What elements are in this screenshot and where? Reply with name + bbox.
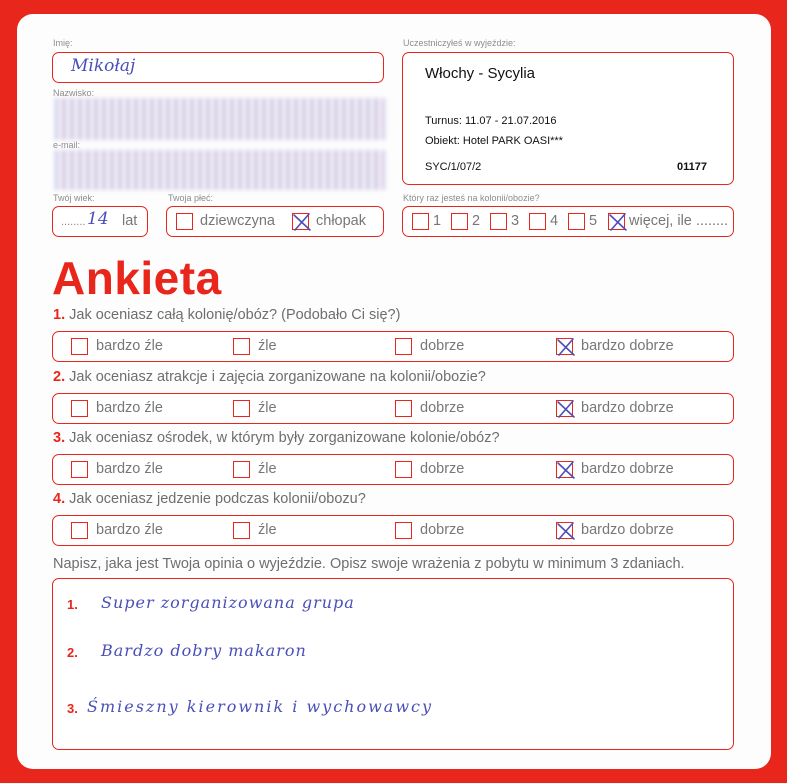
check-mark-icon bbox=[555, 520, 577, 542]
trip-label: Uczestniczyłeś w wyjeździe: bbox=[403, 38, 516, 48]
gender-checkbox-0[interactable] bbox=[176, 213, 193, 230]
times-option-label: więcej, ile ........ bbox=[629, 213, 729, 229]
answer-option-label: bardzo źle bbox=[96, 461, 163, 477]
age-field[interactable] bbox=[52, 206, 148, 237]
name-label: Imię: bbox=[53, 38, 73, 48]
times-option-label: 5 bbox=[589, 213, 598, 229]
answer-checkbox[interactable] bbox=[71, 338, 88, 355]
gender-label: Twoja płeć: bbox=[168, 193, 214, 203]
times-checkbox-3[interactable] bbox=[529, 213, 546, 230]
answer-checkbox[interactable] bbox=[71, 461, 88, 478]
times-option-label: 2 bbox=[472, 213, 481, 229]
age-unit: lat bbox=[122, 213, 138, 229]
times-checkbox-2[interactable] bbox=[490, 213, 507, 230]
answer-checkbox[interactable] bbox=[233, 400, 250, 417]
question-number: 3. bbox=[53, 430, 70, 446]
check-mark-icon bbox=[555, 398, 577, 420]
answer-option-label: dobrze bbox=[420, 338, 465, 354]
answer-checkbox[interactable] bbox=[395, 338, 412, 355]
opinion-number: 1. bbox=[67, 597, 78, 612]
answer-row-1 bbox=[52, 331, 734, 362]
answer-option-label: źle bbox=[258, 522, 277, 538]
answer-option-label: bardzo dobrze bbox=[581, 338, 674, 354]
question-text: Jak oceniasz ośrodek, w którym były zorganizowane kolonie/obóz? bbox=[69, 430, 500, 446]
answer-checkbox[interactable] bbox=[395, 400, 412, 417]
answer-checkbox[interactable] bbox=[233, 461, 250, 478]
answer-checkbox[interactable] bbox=[556, 338, 573, 355]
answer-checkbox[interactable] bbox=[395, 522, 412, 539]
trip-code: SYC/1/07/2 bbox=[425, 161, 482, 173]
name-value: Mikołaj bbox=[71, 56, 136, 76]
check-mark-icon bbox=[607, 211, 629, 233]
trip-destination: Włochy - Sycylia bbox=[425, 65, 536, 82]
opinion-number: 2. bbox=[67, 645, 78, 660]
check-mark-icon bbox=[555, 336, 577, 358]
times-checkbox-0[interactable] bbox=[412, 213, 429, 230]
opinion-prompt: Napisz, jaka jest Twoja opinia o wyjeździe. Opisz swoje wrażenia z pobytu w minimum 3 zdaniach. bbox=[53, 556, 685, 572]
answer-option-label: dobrze bbox=[420, 400, 465, 416]
gender-option-label: dziewczyna bbox=[200, 213, 275, 229]
check-mark-icon bbox=[291, 211, 313, 233]
opinion-number: 3. bbox=[67, 701, 78, 716]
answer-option-label: bardzo źle bbox=[96, 522, 163, 538]
question-number: 1. bbox=[53, 307, 70, 323]
question-number: 4. bbox=[53, 491, 70, 507]
answer-checkbox[interactable] bbox=[71, 400, 88, 417]
answer-row-2 bbox=[52, 393, 734, 424]
opinion-text: Bardzo dobry makaron bbox=[101, 641, 307, 660]
answer-option-label: bardzo dobrze bbox=[581, 522, 674, 538]
email-redacted bbox=[55, 150, 385, 190]
question-4 bbox=[53, 491, 366, 507]
surname-redacted bbox=[55, 98, 385, 140]
survey-title: Ankieta bbox=[52, 252, 222, 304]
answer-row-3 bbox=[52, 454, 734, 485]
times-option-label: 1 bbox=[433, 213, 442, 229]
answer-checkbox[interactable] bbox=[556, 400, 573, 417]
gender-option-label: chłopak bbox=[316, 213, 366, 229]
age-value: 14 bbox=[87, 209, 109, 229]
question-number: 2. bbox=[53, 369, 70, 385]
answer-option-label: bardzo źle bbox=[96, 338, 163, 354]
gender-checkbox-1[interactable] bbox=[292, 213, 309, 230]
times-option-label: 4 bbox=[550, 213, 559, 229]
answer-checkbox[interactable] bbox=[233, 338, 250, 355]
answer-checkbox[interactable] bbox=[71, 522, 88, 539]
answer-checkbox[interactable] bbox=[556, 461, 573, 478]
answer-option-label: bardzo dobrze bbox=[581, 461, 674, 477]
times-option-label: 3 bbox=[511, 213, 520, 229]
question-text: Jak oceniasz atrakcje i zajęcia zorganizowane na kolonii/obozie? bbox=[69, 369, 486, 385]
age-dots: ........ bbox=[61, 216, 86, 228]
answer-option-label: źle bbox=[258, 400, 277, 416]
times-checkbox-4[interactable] bbox=[568, 213, 585, 230]
question-2 bbox=[53, 369, 486, 385]
question-3 bbox=[53, 430, 500, 446]
opinion-box[interactable] bbox=[52, 578, 734, 750]
times-field bbox=[402, 206, 734, 237]
times-label: Który raz jesteś na kolonii/obozie? bbox=[403, 193, 540, 203]
check-mark-icon bbox=[555, 459, 577, 481]
opinion-text: Super zorganizowana grupa bbox=[101, 593, 355, 612]
gender-field bbox=[166, 206, 384, 237]
answer-option-label: źle bbox=[258, 338, 277, 354]
question-1 bbox=[53, 307, 400, 323]
age-label: Twój wiek: bbox=[53, 193, 95, 203]
trip-turnus: Turnus: 11.07 - 21.07.2016 bbox=[425, 115, 557, 127]
answer-option-label: bardzo źle bbox=[96, 400, 163, 416]
answer-checkbox[interactable] bbox=[556, 522, 573, 539]
question-text: Jak oceniasz całą kolonię/obóz? (Podobało Ci się?) bbox=[69, 307, 401, 323]
answer-checkbox[interactable] bbox=[233, 522, 250, 539]
answer-option-label: źle bbox=[258, 461, 277, 477]
trip-number: 01177 bbox=[677, 161, 707, 173]
answer-option-label: dobrze bbox=[420, 461, 465, 477]
name-field[interactable] bbox=[52, 52, 384, 83]
surname-label: Nazwisko: bbox=[53, 88, 95, 98]
trip-object: Obiekt: Hotel PARK OASI*** bbox=[425, 135, 563, 147]
times-checkbox-1[interactable] bbox=[451, 213, 468, 230]
question-text: Jak oceniasz jedzenie podczas kolonii/obozu? bbox=[69, 491, 366, 507]
answer-row-4 bbox=[52, 515, 734, 546]
opinion-text: Śmieszny kierownik i wychowawcy bbox=[87, 697, 434, 716]
answer-option-label: dobrze bbox=[420, 522, 465, 538]
answer-option-label: bardzo dobrze bbox=[581, 400, 674, 416]
times-checkbox-5[interactable] bbox=[608, 213, 625, 230]
email-label: e-mail: bbox=[53, 140, 81, 150]
answer-checkbox[interactable] bbox=[395, 461, 412, 478]
trip-box bbox=[402, 52, 734, 185]
